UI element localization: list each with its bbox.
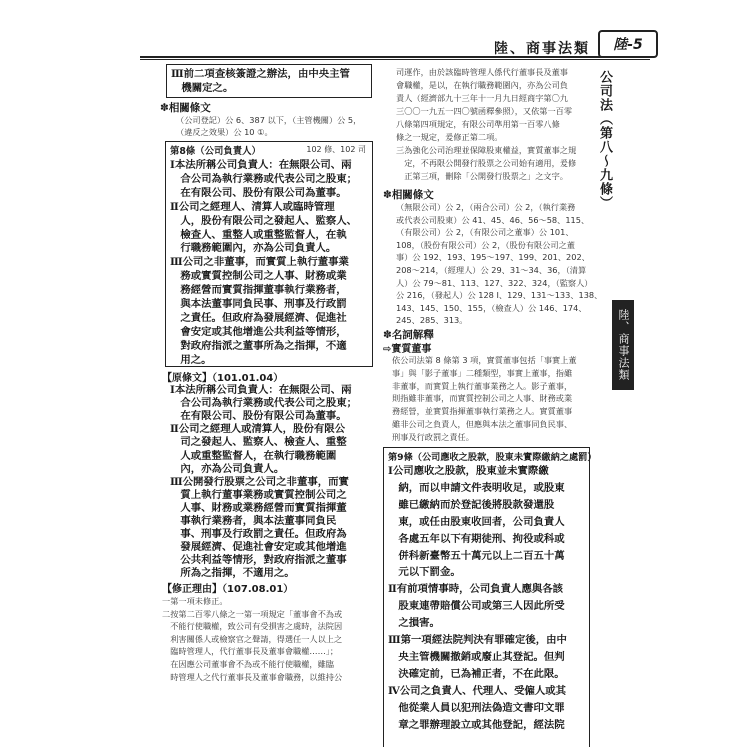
text-line: 三為強化公司治理並保障股東權益，實質董事之規 xyxy=(396,145,577,155)
text-line: 會職權，是以，在執行職務範圍內，亦為公司負 xyxy=(396,80,568,90)
arrow-icon: ⇨ xyxy=(383,344,392,355)
text-line: 事、刑事及行政罰之責任。但政府為 xyxy=(170,528,347,541)
text-line: 司之發起人、監察人、檢查人、重整 xyxy=(170,436,347,449)
text-line: 央主管機關撤銷或廢止其登記。但判 xyxy=(388,650,565,663)
text-line: 事）公 192、193、195～197、199、201、202、 xyxy=(396,252,590,263)
text-line: 東，或任由股東收回者，公司負責人 xyxy=(388,515,565,528)
text-line: 股東連帶賠償公司或第三人因此所受 xyxy=(388,600,565,613)
text-line: 人，股份有限公司之發起人、監察人、 xyxy=(170,214,358,227)
text-line: Ⅱ公司之經理人、清算人或臨時管理 xyxy=(170,200,335,213)
text-line: （有限公司）公 2，（有限公司之董事）公 101、 xyxy=(396,227,574,238)
header-rule xyxy=(140,56,650,58)
text-line: 在因應公司董事會不為或不能行使職權，雖臨 xyxy=(162,659,334,669)
running-header-title: 陸、商事法類 xyxy=(494,41,590,57)
text-line: 公 216，（發起人）公 128 Ⅰ、129、131～133、138、 xyxy=(396,290,603,301)
text-line: Ⅳ公司之負責人、代理人、受僱人或其 xyxy=(388,684,567,697)
text-line: 則指雖非董事，而實質控制公司之人事、財務或業 xyxy=(392,393,573,404)
flower-icon: ✽ xyxy=(383,329,392,341)
text-line: 決確定前，已為補正者，不在此限。 xyxy=(388,667,565,680)
text-line: 會安定或其他增進公共利益等情形， xyxy=(170,325,347,338)
text-line: 或代表公司股東）公 41、45、46、56～58、115、 xyxy=(396,214,590,225)
text-line: 245、285、313。 xyxy=(396,315,468,326)
text-line: 務經營，並實質指揮董事執行業務之人。實質董事 xyxy=(392,406,573,417)
text-line: 人或重整監督人，在執行職務範圍 xyxy=(170,449,337,462)
amendment-reason-heading: 【修正理由】（107.08.01） xyxy=(162,584,294,595)
text-line: Ⅱ公司之經理人或清算人，股份有限公 xyxy=(170,423,346,436)
text-line: （公司登記）公 6、387 以下，（主管機關）公 5， xyxy=(176,115,362,125)
text-line: 人）公 79～81、113、127、322、324，（監察人） xyxy=(396,277,593,288)
text-line: 與本法董事同負民事、刑事及行政罰 xyxy=(170,298,347,310)
text-line: Ⅰ本法所稱公司負責人：在無限公司、兩 xyxy=(170,384,352,396)
text-line: 正第三項，刪除「公開發行股票之」之文字。 xyxy=(396,171,568,181)
side-law-title: 公司法（第八～九條） xyxy=(597,70,612,210)
flower-icon: ✽ xyxy=(160,102,169,114)
article-8-amend-note: 102 修、102 司 xyxy=(306,145,366,154)
text-line: 208～214，（經理人）公 29、31～34、36，（清算 xyxy=(396,265,587,275)
text-line: 條之一規定，爰修正第二項。 xyxy=(396,132,503,142)
text-line: 利害關係人或檢察官之聲請，得選任一人以上之 xyxy=(162,633,343,644)
text-line: 內，亦為公司負責人。 xyxy=(170,462,285,475)
text-line: 雖非公司之負責人，但應與本法之董事同負民事、 xyxy=(392,419,573,429)
text-line: 各處五年以下有期徒刑、拘役或科或 xyxy=(388,532,565,545)
text-line: 務或實質控制公司之人事、財務或業 xyxy=(170,270,347,283)
text-line: 責人（經濟部九十三年十一月九日經商字第〇九 xyxy=(396,93,568,103)
text-line: 不能行使職權，致公司有受損害之虞時，法院因 xyxy=(162,621,343,632)
text-line: 務經營而實質指揮董事執行業務者， xyxy=(170,284,347,297)
text-line: 事執行業務者，與本法董事同負民 xyxy=(170,515,337,527)
text-line: 刑事及行政罰之責任。 xyxy=(392,431,474,442)
text-line: 108，（股份有限公司）公 2，（股份有限公司之董 xyxy=(396,239,575,250)
text-line: 之損害。 xyxy=(388,617,440,630)
article-8-box xyxy=(165,141,373,367)
text-line: 納，而以申請文件表明收足，或股東 xyxy=(388,481,565,494)
text-line: 時管理人之代行董事長及董事會職務，以維持公 xyxy=(162,671,343,682)
text-line: 公共利益等情形，對政府指派之董事 xyxy=(170,554,347,567)
related-articles-heading-2: ✽相關條文 xyxy=(383,189,434,201)
text-line: 依公司法第 8 條第 3 項，實質董事包括「事實上董 xyxy=(392,355,577,365)
text-line: Ⅰ本法所稱公司負責人：在無限公司、兩 xyxy=(170,159,352,171)
text-line: 用之。 xyxy=(170,353,212,366)
text-line: Ⅰ公司應收之股款，股東並未實際繳 xyxy=(388,465,549,477)
header-rule-thin xyxy=(140,59,650,60)
text-line: 行職務範圍內，亦為公司負責人。 xyxy=(170,242,337,255)
text-line: 對政府指派之董事所為之指揮，不適 xyxy=(170,339,347,352)
text-line: Ⅲ第一項經法院判決有罪確定後，由中 xyxy=(388,634,567,646)
text-line: Ⅲ前二項查核簽證之辦法，由中央主管 xyxy=(171,68,350,80)
text-line: 元以下罰金。 xyxy=(388,566,461,579)
text-line: 定，不再限公開發行股票之公司始有適用，爰修 xyxy=(396,158,577,168)
text-line: 在有限公司、股份有限公司為董事。 xyxy=(170,186,347,199)
article-9-title: 第9條（公司應收之股款，股東未實際繳納之處罰） xyxy=(388,452,597,463)
text-line: 檢查人、重整人或重整監督人，在執 xyxy=(170,228,347,241)
text-line: 143、145、150、155，（檢查人）公 146、174、 xyxy=(396,302,587,313)
text-line: Ⅲ公開發行股票之公司之非董事，而實 xyxy=(170,475,349,488)
text-line: 合公司為執行業務或代表公司之股東； xyxy=(170,397,358,410)
text-line: 事」與「影子董事」二種類型，事實上董事，指雖 xyxy=(392,367,573,378)
text-line: 人事、財務或業務經營而實質指揮董 xyxy=(170,501,347,514)
text-line: 質上執行董事業務或實質控制公司之 xyxy=(170,488,347,501)
text-line: （違反之效果）公 10 ①。 xyxy=(176,127,273,137)
text-line: 所為之指揮，不適用之。 xyxy=(170,567,295,580)
text-line: 二按第二百零八條之一第一項規定「董事會不為或 xyxy=(162,608,343,619)
text-line: 雖已繳納而於登記後將股款發還股 xyxy=(388,498,555,511)
text-line: 非董事，而實質上執行董事業務之人。影子董事， xyxy=(392,380,573,391)
text-line: 三〇〇一九五一四〇號函釋參照），又依第一百零 xyxy=(396,106,573,116)
page-number-tag: 陸-5 xyxy=(598,30,658,58)
text-line: 八條第四項規定，有限公司準用第一百零八條 xyxy=(396,119,560,129)
text-line: 章之罪辦理設立或其他登記，經法院 xyxy=(388,718,565,731)
text-line: 在有限公司、股份有限公司為董事。 xyxy=(170,410,347,423)
text-line: 合公司為執行業務或代表公司之股東； xyxy=(170,172,358,185)
text-line: 之責任。但政府為發展經濟、促進社 xyxy=(170,311,347,324)
term-subheading: ⇨實質董事 xyxy=(383,344,432,355)
text-line: Ⅱ有前項情事時，公司負責人應與各該 xyxy=(388,583,564,596)
text-line: 臨時管理人，代行董事長及董事會職權……」； xyxy=(162,646,339,657)
text-line: Ⅲ公司之非董事，而實質上執行董事業 xyxy=(170,256,349,269)
text-line: （無限公司）公 2，（兩合公司）公 2，（執行業務 xyxy=(396,202,576,212)
related-articles-heading: ✽相關條文 xyxy=(160,102,211,114)
original-article-heading: 【原條文】（101.01.04） xyxy=(162,373,284,384)
text-line: 發展經濟、促進社會安定或其他增進 xyxy=(170,541,347,554)
text-line: 他從業人員以犯刑法偽造文書印文罪 xyxy=(388,701,565,714)
text-line: 機關定之。 xyxy=(171,82,234,94)
prev-article-box xyxy=(166,64,372,98)
article-9-box xyxy=(383,447,597,747)
terms-heading: ✽名詞解釋 xyxy=(383,329,434,341)
text-line: 司運作，由於該臨時管理人係代行董事長及董事 xyxy=(396,67,568,77)
flower-icon: ✽ xyxy=(383,189,392,201)
side-section-tab: 陸、商事法類 xyxy=(612,300,634,390)
article-8-title: 第8條（公司負責人） xyxy=(170,146,261,157)
text-line: 併科新臺幣五十萬元以上二百五十萬 xyxy=(388,549,565,562)
text-line: 一第一項未修正。 xyxy=(162,596,228,606)
